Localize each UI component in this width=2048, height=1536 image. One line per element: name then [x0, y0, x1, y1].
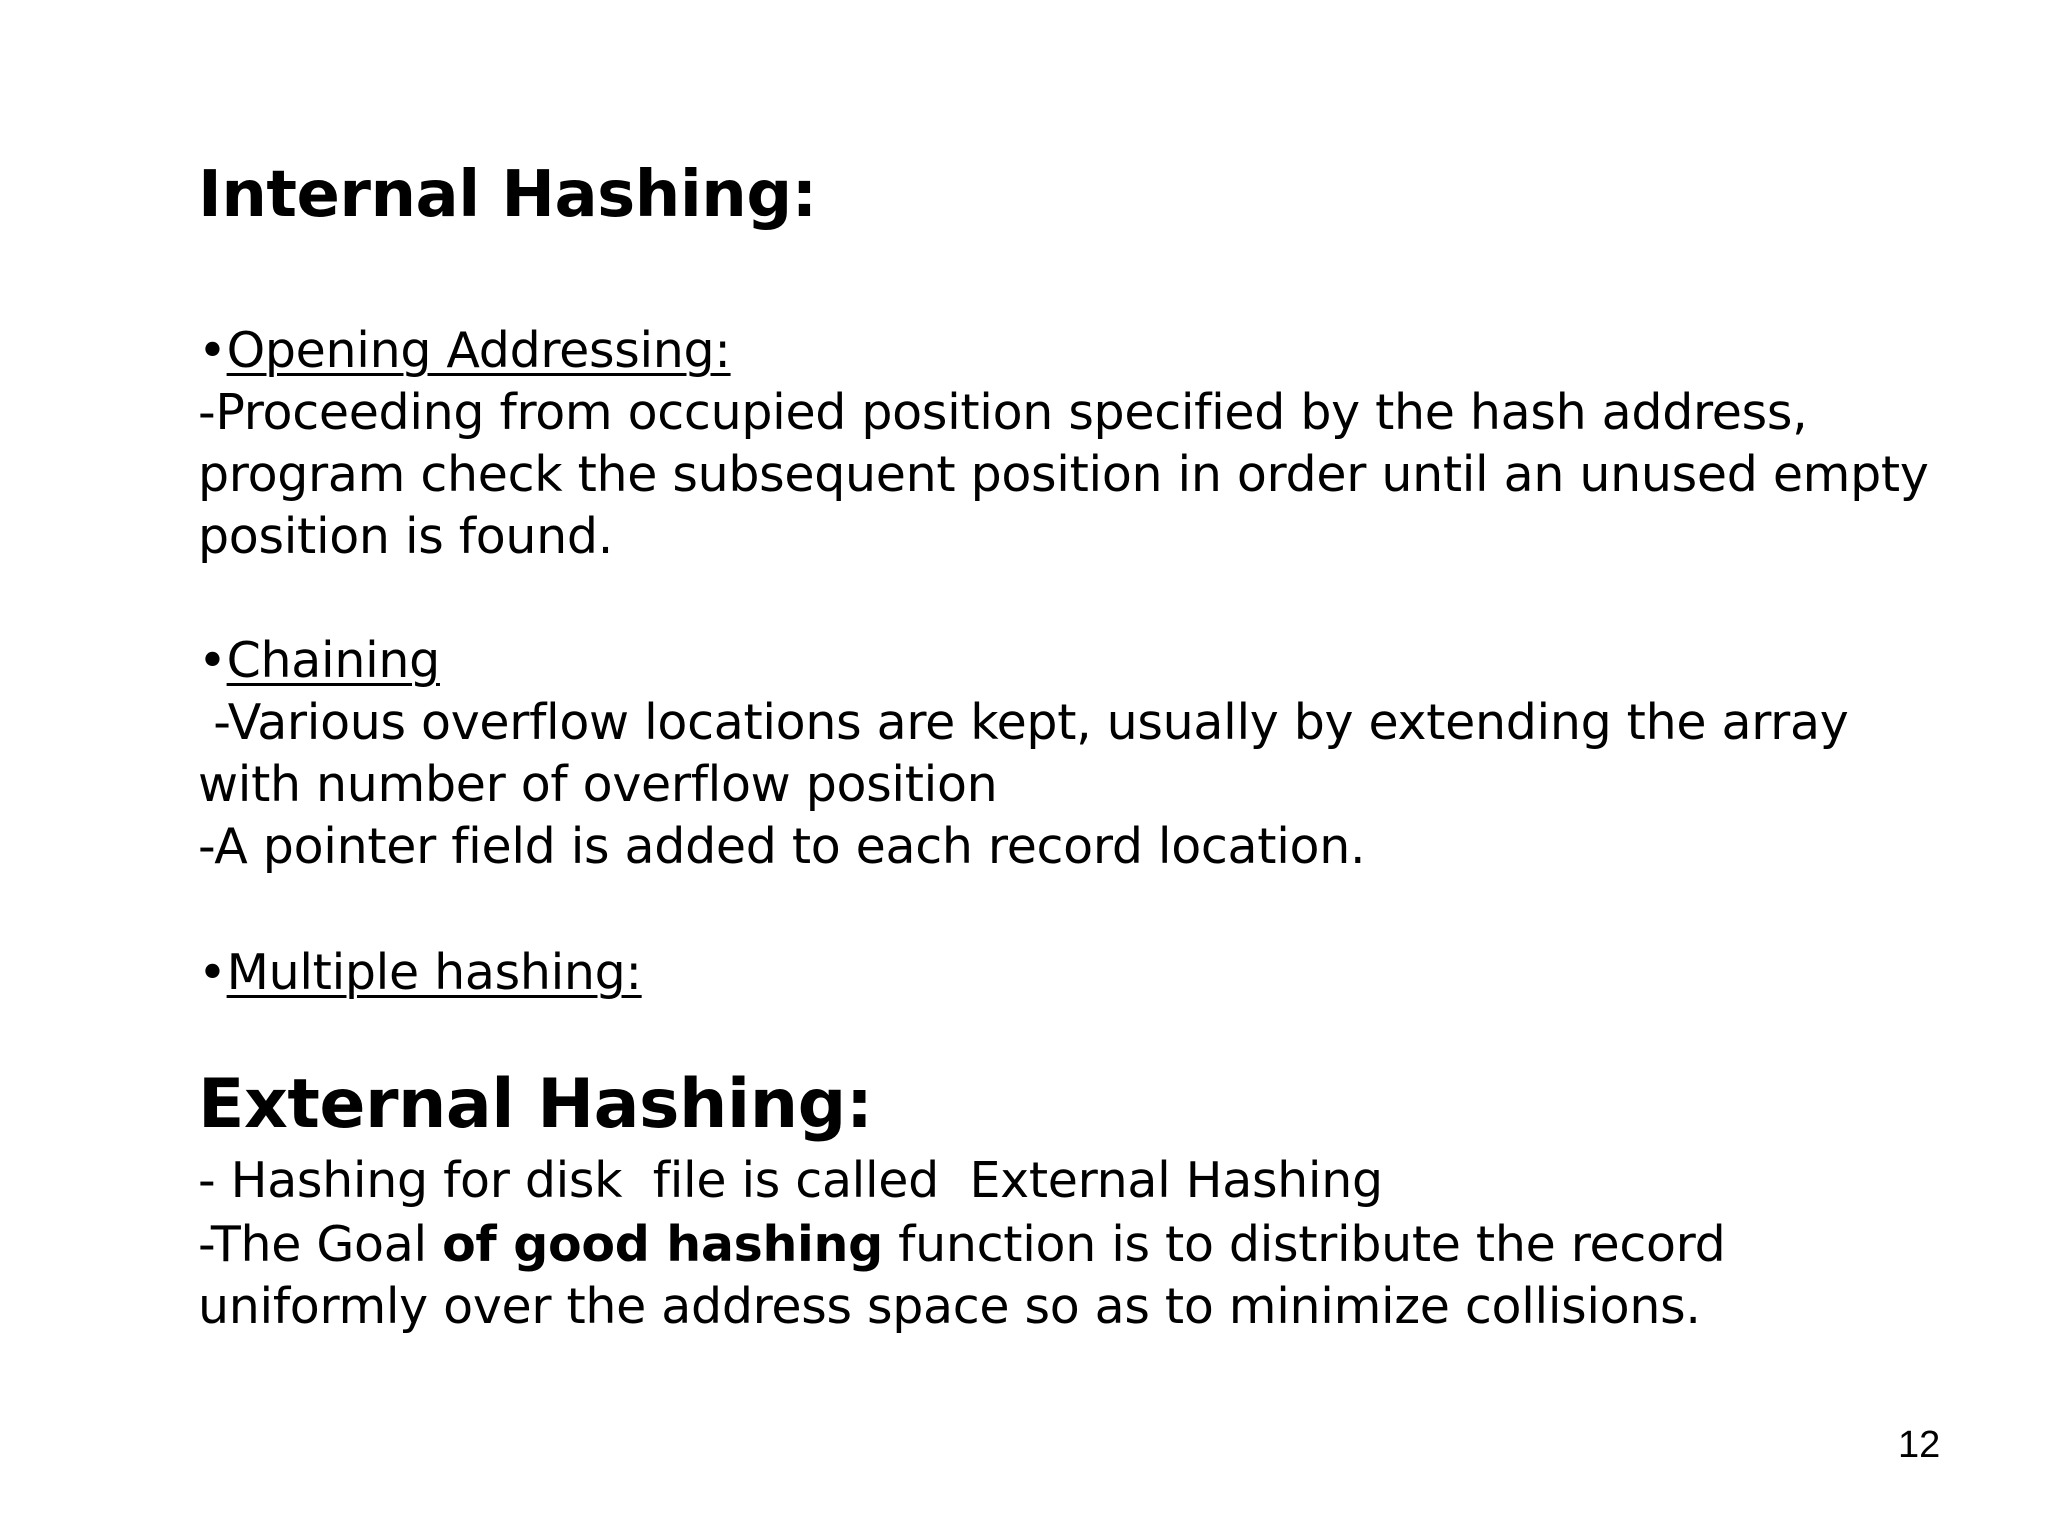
bullet: •: [198, 944, 227, 1001]
chaining-bullet: [198, 630, 440, 692]
external-hashing-line-2: [198, 1214, 1725, 1276]
bullet: •: [198, 632, 227, 689]
chaining-line-2: with number of overflow position: [198, 756, 998, 813]
line-2-start: -The Goal: [198, 1216, 443, 1273]
chaining-line-1: -Various overflow locations are kept, usually by extending the array: [198, 694, 1849, 751]
opening-addressing-line-2: program check the subsequent position in order until an unused empty: [198, 446, 1929, 503]
opening-addressing-line-1: -Proceeding from occupied position specified by the hash address,: [198, 384, 1808, 441]
opening-addressing-bullet: [198, 320, 731, 382]
external-hashing-title: External Hashing:: [198, 1065, 873, 1144]
multiple-hashing-bullet: [198, 942, 642, 1004]
opening-addressing-heading: Opening Addressing:: [226, 322, 731, 379]
chaining-line-3: -A pointer field is added to each record location.: [198, 818, 1366, 875]
internal-hashing-title: Internal Hashing:: [198, 158, 817, 232]
external-hashing-line-3: uniformly over the address space so as to minimize collisions.: [198, 1278, 1701, 1335]
page-number: 12: [1898, 1424, 1941, 1466]
opening-addressing-line-3: position is found.: [198, 508, 614, 565]
multiple-hashing-heading: Multiple hashing:: [226, 944, 642, 1001]
line-2-bold: of good hashing: [442, 1216, 883, 1273]
external-hashing-line-1: - Hashing for disk file is called External Hashing: [198, 1152, 1383, 1209]
bullet: •: [198, 322, 227, 379]
line-2-end: function is to distribute the record: [882, 1216, 1726, 1273]
chaining-heading: Chaining: [226, 632, 440, 689]
